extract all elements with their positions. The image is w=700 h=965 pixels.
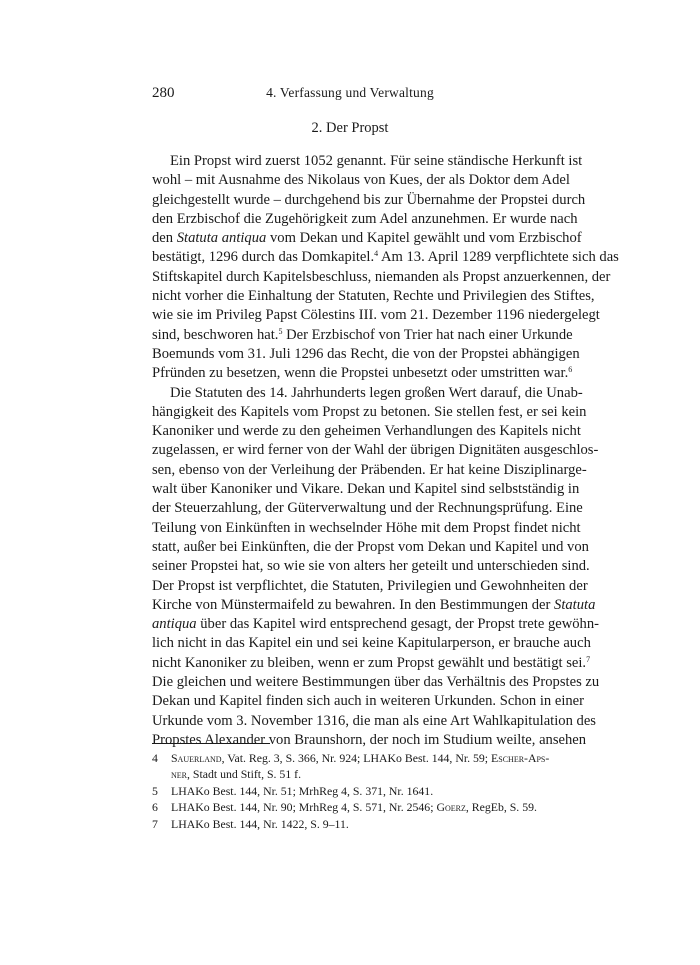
- small-caps-text: Goerz: [436, 800, 466, 815]
- footnote-line: [152, 816, 548, 832]
- italic-text: antiqua: [152, 616, 197, 633]
- text-run: LHAKo Best. 144, Nr. 1422, S. 9–11.: [171, 816, 349, 831]
- text-line: [152, 634, 591, 653]
- text-run: LHAKo Best. 144, Nr. 51; MrhReg 4, S. 371, Nr. 1641.: [171, 783, 434, 798]
- footnote-line: [152, 799, 548, 815]
- paragraph: [152, 152, 619, 384]
- text-run: Stiftskapitel durch Kapitelsbeschluss, niemanden als Propst anzuerkennen, der: [152, 268, 611, 285]
- text-run: Kanoniker und werde zu den geheimen Verhandlungen des Kapitels nicht: [152, 423, 581, 440]
- body-text: [152, 152, 619, 750]
- text-line: [152, 499, 583, 518]
- footnote-number: 5: [152, 783, 158, 798]
- text-line: [152, 692, 585, 711]
- text-run: Am 13. April 1289 verpflichtete sich das: [378, 249, 619, 266]
- text-run: nicht Kanoniker zu bleiben, wenn er zum Propst gewählt und bestätigt sei.: [152, 654, 587, 671]
- text-line: [152, 403, 587, 422]
- text-line: [152, 577, 588, 596]
- text-run: statt, außer bei Einkünften, die der Propst vom Dekan und Kapitel und von: [152, 538, 589, 555]
- text-line: [152, 480, 580, 499]
- text-run: seiner Propstei hat, so wie sie von alters her geteilt und unterschieden sind.: [152, 558, 590, 575]
- footnote: [152, 783, 548, 799]
- text-line: [152, 191, 586, 210]
- text-run: LHAKo Best. 144, Nr. 90; MrhReg 4, S. 571, Nr. 2546;: [171, 800, 437, 815]
- footnote-rule: [152, 743, 270, 744]
- text-line: [152, 538, 589, 557]
- text-line: [152, 210, 578, 229]
- text-run: gleichgestellt wurde – durchgehend bis zur Übernahme der Propstei durch: [152, 191, 586, 208]
- text-run: , RegEb, S. 59.: [465, 800, 537, 815]
- text-line: [152, 248, 619, 267]
- small-caps-text: Escher-Aps-: [491, 751, 550, 765]
- text-run: Die gleichen und weitere Bestimmungen über das Verhältnis des Propstes zu: [152, 674, 600, 691]
- text-line: [152, 152, 583, 171]
- text-run: Propstes Alexander von Braunshorn, der noch im Studium weilte, ansehen: [152, 731, 587, 748]
- text-line: [152, 326, 573, 345]
- footnote-marker: 5: [278, 326, 283, 336]
- text-line: [152, 287, 595, 306]
- text-run: Pfründen zu besetzen, wenn die Propstei unbesetzt oder umstritten war.: [152, 365, 569, 382]
- text-run: der Steuerzahlung, der Güterverwaltung und der Rechnungsprüfung. Eine: [152, 500, 583, 517]
- text-line: [152, 345, 580, 364]
- text-run: nicht vorher die Einhaltung der Statuten, Rechte und Privilegien des Stiftes,: [152, 288, 595, 305]
- text-line: [152, 441, 599, 460]
- text-run: zugelassen, er wird ferner von der Wahl der übrigen Dignitäten ausgeschlos-: [152, 442, 599, 459]
- text-line: [152, 229, 582, 248]
- text-line: [152, 557, 590, 576]
- footnote-number: 6: [152, 800, 158, 815]
- text-line: [152, 712, 596, 731]
- italic-text: Statuta: [554, 596, 596, 613]
- text-run: über das Kapitel wird entsprechend gesagt, der Propst trete gewöhn-: [196, 616, 600, 633]
- text-line: [152, 519, 581, 538]
- footnote: [152, 816, 548, 832]
- text-run: vom Dekan und Kapitel gewählt und vom Erzbischof: [266, 230, 582, 247]
- text-run: wie sie im Privileg Papst Cölestins III. vom 21. Dezember 1196 niedergelegt: [152, 307, 600, 324]
- footnote: [152, 750, 548, 783]
- text-run: Urkunde vom 3. November 1316, die man als eine Art Wahlkapitulation des: [152, 712, 596, 729]
- text-run: Ein Propst wird zuerst 1052 genannt. Für seine ständische Herkunft ist: [170, 153, 583, 169]
- running-head: 4. Verfassung und Verwaltung: [266, 85, 434, 100]
- text-line: [152, 654, 591, 673]
- text-line: [152, 461, 587, 480]
- italic-text: Statuta antiqua: [176, 230, 267, 247]
- text-run: den: [152, 230, 177, 247]
- text-line: [152, 268, 611, 287]
- text-run: Kirche von Münstermaifeld zu bewahren. In den Bestimmungen der: [152, 596, 555, 613]
- small-caps-text: Sauerland: [171, 751, 222, 765]
- text-line: [152, 596, 596, 615]
- footnote-marker: 7: [586, 654, 591, 664]
- text-run: wohl – mit Ausnahme des Nikolaus von Kues, der als Doktor dem Adel: [152, 172, 570, 189]
- small-caps-text: ner: [171, 767, 187, 782]
- section-title: 2. Der Propst: [311, 120, 389, 136]
- text-run: sind, beschworen hat.: [152, 326, 279, 343]
- text-line: [152, 673, 600, 692]
- footnote-marker: 4: [374, 249, 379, 259]
- text-line: [152, 364, 573, 383]
- text-line: [152, 422, 581, 441]
- text-run: Die Statuten des 14. Jahrhunderts legen großen Wert darauf, die Unab-: [170, 384, 583, 401]
- text-line: [152, 384, 583, 403]
- text-run: hängigkeit des Kapitels vom Propst zu betonen. Sie stellen fest, er sei kein: [152, 403, 587, 420]
- text-run: Teilung von Einkünften in wechselnder Höhe mit dem Propst findet nicht: [152, 519, 581, 536]
- text-run: Der Propst ist verpflichtet, die Statuten, Privilegien und Gewohnheiten der: [152, 577, 588, 594]
- paragraph: [152, 384, 600, 751]
- footnote-number: 7: [152, 816, 158, 831]
- text-run: den Erzbischof die Zugehörigkeit zum Adel anzunehmen. Er wurde nach: [152, 210, 578, 227]
- text-run: Dekan und Kapitel finden sich auch in weiteren Urkunden. Schon in einer: [152, 693, 585, 710]
- footnote-line: [152, 750, 548, 766]
- footnotes: [152, 750, 548, 832]
- text-run: bestätigt, 1296 durch das Domkapitel.: [152, 249, 375, 266]
- text-line: [152, 615, 600, 634]
- text-run: sen, ebenso von der Verleihung der Präbenden. Er hat keine Disziplinarge-: [152, 461, 587, 478]
- page-number: 280: [152, 85, 175, 101]
- text-run: walt über Kanoniker und Vikare. Dekan und Kapitel sind selbstständig in: [152, 481, 580, 498]
- footnote-marker: 6: [568, 365, 573, 375]
- text-line: [152, 731, 587, 750]
- text-run: Der Erzbischof von Trier hat nach einer Urkunde: [282, 326, 573, 343]
- text-run: lich nicht in das Kapitel ein und sei keine Kapitularperson, er brauche auch: [152, 635, 591, 652]
- text-line: [152, 171, 570, 190]
- text-run: Boemunds vom 31. Juli 1296 das Recht, die von der Propstei abhängigen: [152, 345, 580, 362]
- footnote-line: [152, 766, 548, 782]
- footnote-number: 4: [152, 751, 158, 765]
- text-line: [152, 306, 600, 325]
- text-run: , Vat. Reg. 3, S. 366, Nr. 924; LHAKo Best. 144, Nr. 59;: [221, 751, 492, 765]
- footnote-line: [152, 783, 548, 799]
- text-run: , Stadt und Stift, S. 51 f.: [187, 767, 302, 782]
- footnote: [152, 799, 548, 815]
